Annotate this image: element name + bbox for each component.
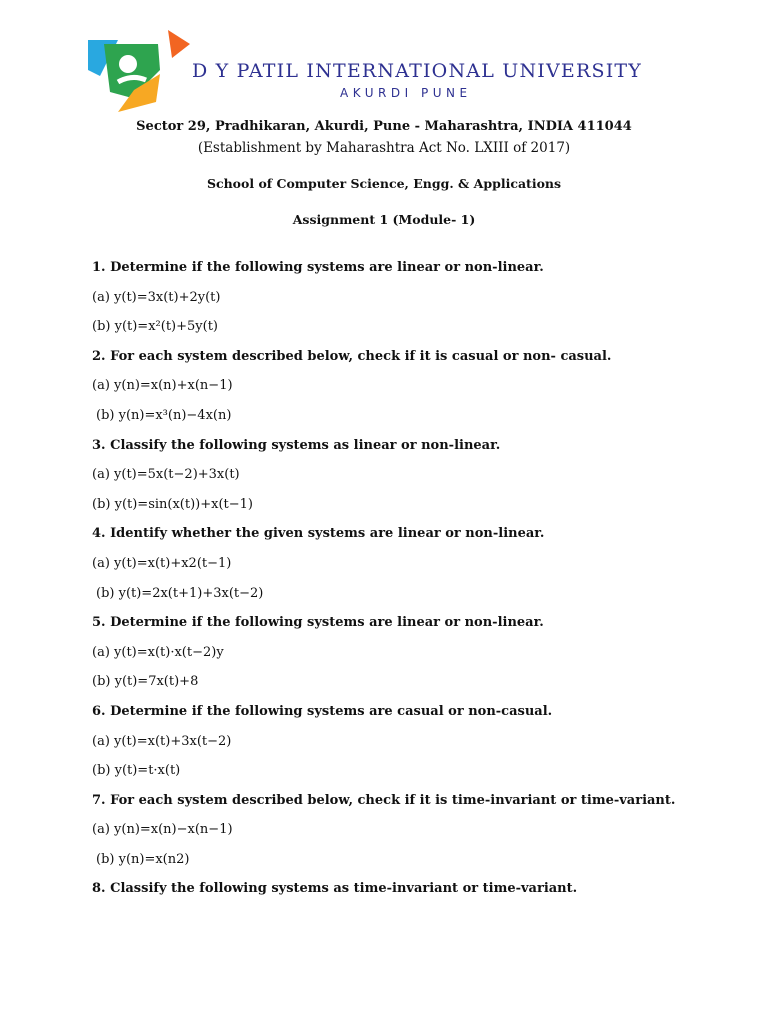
question-5-part-b: (b) y(t)=7x(t)+8 — [92, 674, 199, 690]
question-2-part-b: (b) y(n)=x³(n)−4x(n) — [96, 407, 232, 423]
question-8: 8. Classify the following systems as time-invariant or time-variant. — [92, 881, 578, 897]
establishment-line: (Establishment by Maharashtra Act No. LXIII of 2017) — [197, 140, 571, 156]
question-2-part-a: (a) y(n)=x(n)+x(n−1) — [92, 378, 233, 394]
question-3-part-b: (b) y(t)=sin(x(t))+x(t−1) — [92, 496, 254, 512]
question-3: 3. Classify the following systems as linear or non-linear. — [92, 437, 501, 453]
question-6: 6. Determine if the following systems are casual or non-casual. — [92, 703, 553, 719]
university-name: D Y PATIL INTERNATIONAL UNIVERSITY — [192, 60, 643, 82]
question-7: 7. For each system described below, check if it is time-invariant or time-variant. — [92, 792, 676, 808]
logo-orange-shape — [168, 30, 190, 58]
question-7-part-a: (a) y(n)=x(n)−x(n−1) — [92, 822, 233, 838]
question-5: 5. Determine if the following systems are linear or non-linear. — [92, 615, 544, 631]
logo-white-circle — [119, 55, 137, 73]
address-line: Sector 29, Pradhikaran, Akurdi, Pune - Maharashtra, INDIA 411044 — [136, 119, 632, 134]
university-logo — [88, 30, 194, 112]
school-name: School of Computer Science, Engg. & Applications — [206, 176, 562, 191]
question-1-part-a: (a) y(t)=3x(t)+2y(t) — [92, 289, 221, 305]
question-4: 4. Identify whether the given systems are linear or non-linear. — [92, 526, 545, 542]
question-6-part-b: (b) y(t)=t·x(t) — [92, 763, 181, 779]
university-location: AKURDI PUNE — [340, 86, 472, 100]
question-1-part-b: (b) y(t)=x²(t)+5y(t) — [92, 319, 218, 335]
question-4-part-a: (a) y(t)=x(t)+x2(t−1) — [92, 555, 232, 571]
question-list — [92, 258, 732, 909]
question-2: 2. For each system described below, check if it is casual or non- casual. — [92, 348, 612, 364]
question-4-part-b: (b) y(t)=2x(t+1)+3x(t−2) — [96, 585, 264, 601]
question-5-part-a: (a) y(t)=x(t)·x(t−2)y — [92, 644, 224, 660]
question-1: 1. Determine if the following systems are linear or non-linear. — [92, 260, 544, 275]
question-6-part-a: (a) y(t)=x(t)+3x(t−2) — [92, 733, 232, 749]
assignment-title: Assignment 1 (Module- 1) — [292, 212, 476, 227]
question-3-part-a: (a) y(t)=5x(t−2)+3x(t) — [92, 467, 240, 483]
question-7-part-b: (b) y(n)=x(n2) — [96, 851, 190, 867]
